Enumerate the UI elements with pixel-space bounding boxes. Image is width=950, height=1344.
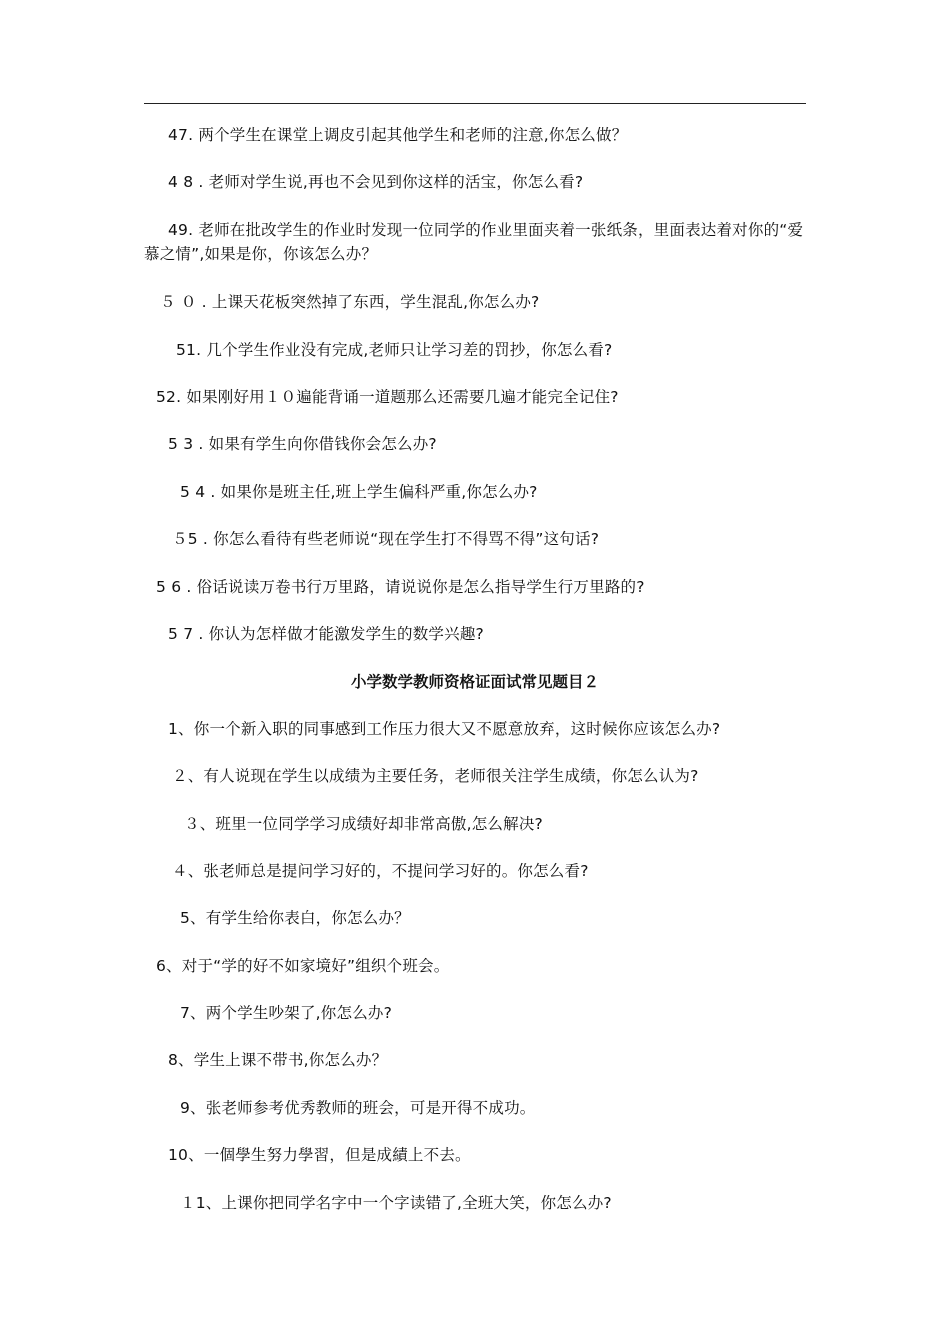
question-2-7: 7、两个学生吵架了,你怎么办? — [180, 1004, 393, 1022]
question-2-8: 8、学生上课不带书,你怎么办？ — [168, 1051, 388, 1069]
question-2-11: １1、上课你把同学名字中一个字读错了,全班大笑，你怎么办? — [180, 1194, 612, 1212]
section-title: 小学数学教师资格证面试常见题目２ — [350, 673, 599, 691]
question-49: 49. 老师在批改学生的作业时发现一位同学的作业里面夹着一张纸条，里面表达着对你的“爱慕之情”,如果是你，你该怎么办？ — [144, 221, 804, 263]
question-53: 5 3 . 如果有学生向你借钱你会怎么办? — [168, 435, 437, 453]
question-54: 5 4 . 如果你是班主任,班上学生偏科严重,你怎么办? — [180, 483, 538, 501]
question-2-10: 10、一個學生努力學習，但是成績上不去。 — [168, 1146, 471, 1164]
header-rule — [144, 103, 806, 104]
question-52: 52. 如果刚好用１０遍能背诵一道题那么还需要几遍才能完全记住? — [156, 388, 619, 406]
question-2-9: 9、张老师参考优秀教师的班会，可是开得不成功。 — [180, 1099, 536, 1117]
question-2-4: ４、张老师总是提问学习好的，不提问学习好的。你怎么看? — [172, 862, 589, 880]
question-47: 47. 两个学生在课堂上调皮引起其他学生和老师的注意,你怎么做？ — [168, 126, 628, 144]
question-48: 4 8 . 老师对学生说,再也不会见到你这样的活宝，你怎么看? — [168, 173, 584, 191]
question-2-3: ３、班里一位同学学习成绩好却非常高傲,怎么解决? — [184, 815, 543, 833]
question-56: 5 6 . 俗话说读万卷书行万里路，请说说你是怎么指导学生行万里路的? — [156, 578, 645, 596]
question-2-2: ２、有人说现在学生以成绩为主要任务，老师很关注学生成绩，你怎么认为? — [172, 767, 699, 785]
question-57: 5 7 . 你认为怎样做才能激发学生的数学兴趣? — [168, 625, 484, 643]
question-2-5: 5、有学生给你表白，你怎么办？ — [180, 909, 410, 927]
question-2-1: 1、你一个新入职的同事感到工作压力很大又不愿意放弃，这时候你应该怎么办? — [168, 720, 721, 738]
question-55: ５5 . 你怎么看待有些老师说“现在学生打不得骂不得”这句话? — [172, 530, 600, 548]
question-2-6: 6、对于“学的好不如家境好”组织个班会。 — [156, 957, 450, 975]
question-51: 51. 几个学生作业没有完成,老师只让学习差的罚抄，你怎么看? — [176, 341, 613, 359]
question-50: ５ ０ . 上课天花板突然掉了东西，学生混乱,你怎么办? — [160, 293, 540, 311]
